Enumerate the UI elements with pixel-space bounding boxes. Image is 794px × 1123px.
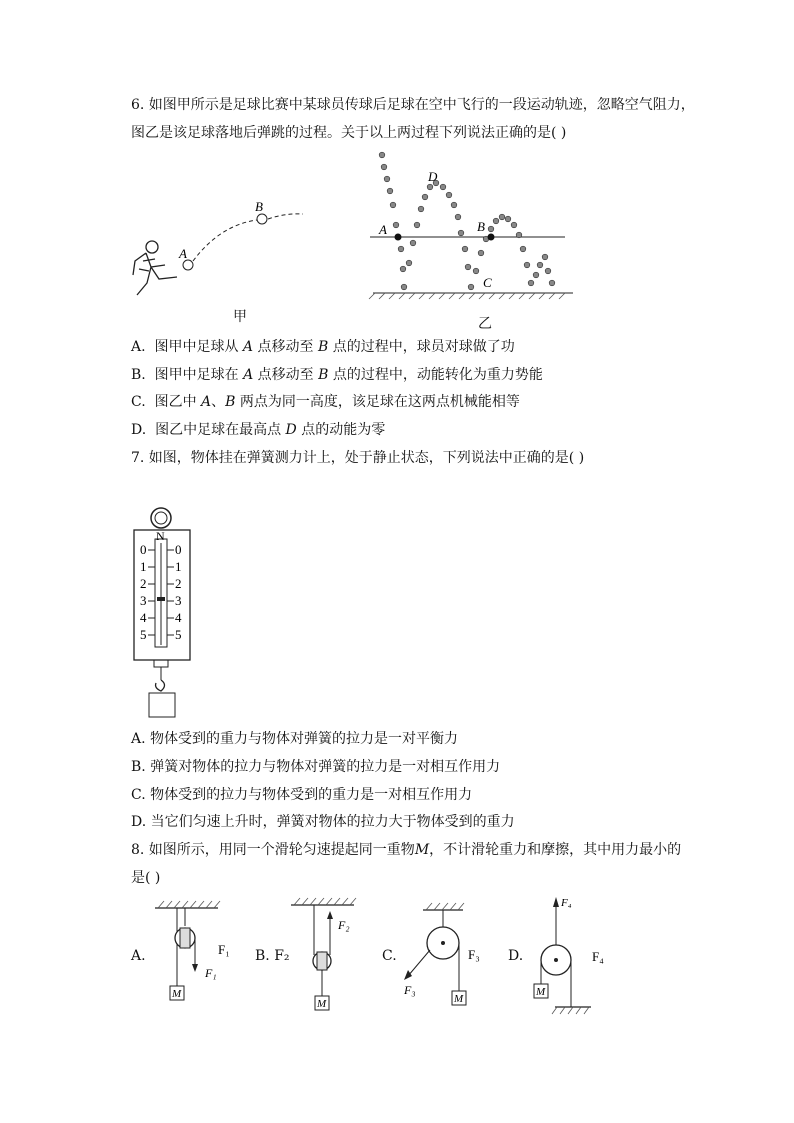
- q7-stem: 7. 如图，物体挂在弹簧测力计上，处于静止状态，下列说法中正确的是( ): [131, 450, 585, 466]
- fig-b-label-D: D: [428, 169, 438, 184]
- q8-stem-line1: 8. 如图所示，用同一个滑轮匀速提起同一重物M，不计滑轮重力和摩擦，其中用力最小的: [131, 842, 682, 858]
- hanging-object: [149, 693, 175, 717]
- svg-text:1: 1: [140, 559, 147, 574]
- svg-text:F₁: F₁: [205, 966, 217, 980]
- svg-text:F₃: F₃: [468, 947, 480, 962]
- q8-option-b-letter[interactable]: B. F₂: [255, 948, 290, 964]
- ball-A: [183, 260, 193, 270]
- q8-stem-line2: 是( ): [131, 870, 161, 886]
- ball-B: [257, 214, 267, 224]
- svg-text:0: 0: [175, 542, 182, 557]
- pulley-d-figure: [525, 893, 615, 1023]
- q8-option-d-letter[interactable]: D.: [508, 948, 524, 964]
- q7-option-c[interactable]: C. 物体受到的拉力与物体受到的重力是一对相互作用力: [131, 787, 473, 803]
- caption-jia: 甲: [233, 309, 247, 325]
- scale-ring: [151, 508, 171, 528]
- svg-text:M: M: [536, 986, 546, 998]
- player-figure: [133, 241, 177, 295]
- point-B: [488, 234, 495, 241]
- figure-yi: [365, 145, 580, 305]
- q6-stem-line2: 图乙是该足球落地后弹跳的过程。关于以上两过程下列说法正确的是( ): [131, 125, 567, 141]
- pulley-b-figure: [286, 895, 366, 1015]
- q6-option-a[interactable]: A. 图甲中足球从 A 点移动至 B 点的过程中，球员对球做了功: [131, 339, 515, 355]
- fig-b-label-B: B: [477, 219, 485, 234]
- svg-text:1: 1: [175, 559, 182, 574]
- fig-b-label-A: A: [379, 222, 387, 237]
- pulley-c-figure: [398, 898, 488, 1008]
- caption-yi: 乙: [478, 316, 492, 332]
- point-A: [395, 234, 402, 241]
- q7-option-d[interactable]: D. 当它们匀速上升时，弹簧对物体的拉力大于物体受到的重力: [131, 814, 515, 830]
- q6-option-d[interactable]: D. 图乙中足球在最高点 D 点的动能为零: [131, 422, 386, 438]
- spring-scale-figure: [128, 505, 203, 720]
- trajectory: [193, 220, 257, 261]
- scale-hook: [156, 680, 165, 691]
- figure-jia: [125, 195, 315, 305]
- svg-text:M: M: [317, 998, 327, 1010]
- q6-stem-line1: 6. 如图甲所示是足球比赛中某球员传球后足球在空中飞行的一段运动轨迹，忽略空气阻力，: [131, 97, 695, 113]
- svg-text:3: 3: [140, 593, 147, 608]
- q8-option-a-letter[interactable]: A.: [131, 948, 146, 964]
- q6-option-b[interactable]: B. 图甲中足球在 A 点移动至 B 点的过程中，动能转化为重力势能: [131, 367, 543, 383]
- svg-text:2: 2: [175, 576, 182, 591]
- svg-text:F₂: F₂: [338, 918, 350, 932]
- pulley-a-figure: [150, 898, 250, 1008]
- svg-text:4: 4: [140, 610, 147, 625]
- svg-text:F₃: F₃: [404, 983, 416, 997]
- svg-text:3: 3: [175, 593, 182, 608]
- q7-option-b[interactable]: B. 弹簧对物体的拉力与物体对弹簧的拉力是一对相互作用力: [131, 759, 501, 775]
- q8-option-c-letter[interactable]: C.: [382, 948, 397, 964]
- svg-text:F₄: F₄: [561, 897, 572, 909]
- svg-text:5: 5: [140, 627, 147, 642]
- svg-text:4: 4: [175, 610, 182, 625]
- svg-text:F₄: F₄: [592, 949, 604, 964]
- svg-text:M: M: [454, 993, 464, 1005]
- svg-text:2: 2: [140, 576, 147, 591]
- fig-a-label-B: B: [255, 199, 263, 214]
- fig-a-label-A: A: [179, 246, 187, 261]
- scale-unit-N: N: [156, 529, 165, 543]
- svg-text:F₁: F₁: [218, 942, 230, 957]
- q6-option-c[interactable]: C. 图乙中 A、B 两点为同一高度，该足球在这两点机械能相等: [131, 394, 520, 410]
- svg-text:M: M: [172, 988, 182, 1000]
- svg-text:0: 0: [140, 542, 147, 557]
- ball-dots: [379, 152, 555, 290]
- svg-text:5: 5: [175, 627, 182, 642]
- fig-b-label-C: C: [483, 275, 492, 290]
- q7-option-a[interactable]: A. 物体受到的重力与物体对弹簧的拉力是一对平衡力: [131, 731, 459, 747]
